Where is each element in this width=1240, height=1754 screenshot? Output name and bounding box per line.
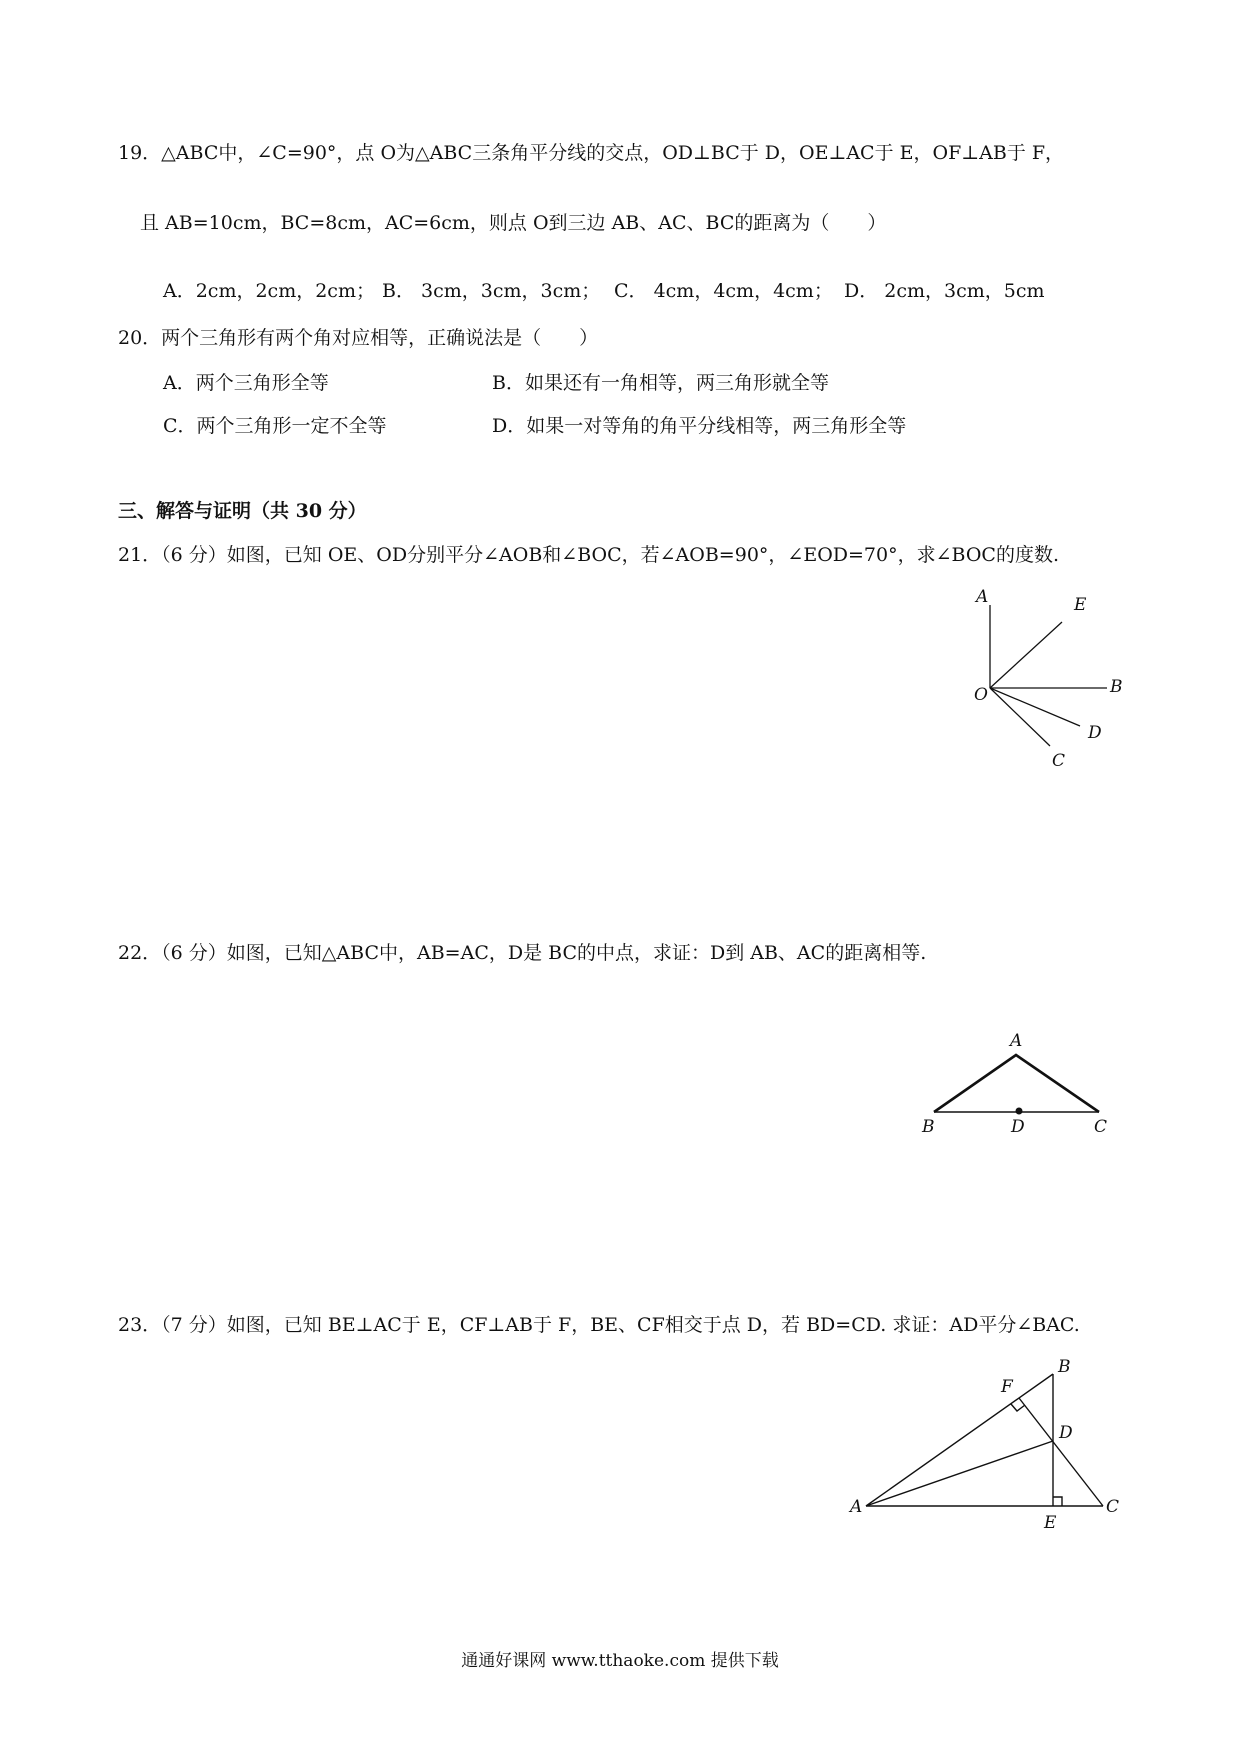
q21-label-a: A	[976, 587, 989, 607]
q20-option-d: D．如果一对等角的角平分线相等，两三角形全等	[492, 415, 907, 437]
q22-stem: 22．（6 分）如图，已知△ABC中，AB=AC，D是 BC的中点，求证：D到 AB、AC的距离相等.	[118, 942, 927, 964]
q23-right-angle-mark-e	[1053, 1497, 1062, 1506]
q19-option-a: A．2cm，2cm，2cm；	[163, 280, 375, 302]
section-heading: 三、解答与证明（共 30 分）	[118, 500, 367, 522]
q21-ray-oe	[990, 622, 1062, 688]
q21-label-c: C	[1052, 751, 1066, 771]
q22-triangle-sides	[934, 1055, 1099, 1112]
q20-option-a: A．两个三角形全等	[163, 372, 329, 394]
q19-stem-line1: 19．△ABC中，∠C=90°，点 O为△ABC三条角平分线的交点，OD⊥BC于 D，OE⊥AC于 E，OF⊥AB于 F，	[118, 142, 1065, 164]
q22-label-a: A	[1010, 1031, 1023, 1051]
q23-stem: 23．（7 分）如图，已知 BE⊥AC于 E，CF⊥AB于 F，BE、CF相交于点 D，若 BD=CD. 求证：AD平分∠BAC.	[118, 1314, 1080, 1336]
q20-stem: 20．两个三角形有两个角对应相等，正确说法是（ ）	[118, 327, 599, 349]
q23-segment-ad	[866, 1441, 1053, 1506]
q23-right-angle-mark-f	[1011, 1404, 1025, 1411]
q22-midpoint-d	[1016, 1108, 1023, 1115]
page-footer: 通通好课网 www.tthaoke.com 提供下载	[461, 1651, 779, 1671]
q23-label-b: B	[1058, 1357, 1071, 1377]
q21-stem: 21．（6 分）如图，已知 OE、OD分别平分∠AOB和∠BOC，若∠AOB=90°，∠EOD=70°，求∠BOC的度数.	[118, 544, 1059, 566]
q22-label-b: B	[922, 1117, 935, 1137]
q19-stem-line2: 且 AB=10cm，BC=8cm，AC=6cm，则点 O到三边 AB、AC、BC的距离为（ ）	[140, 212, 887, 234]
q21-label-e: E	[1074, 595, 1087, 615]
q21-ray-oc	[990, 688, 1050, 746]
q21-label-b: B	[1110, 677, 1123, 697]
q23-label-a: A	[850, 1497, 863, 1517]
q21-label-o: O	[974, 685, 988, 705]
q23-segment-cf	[1019, 1398, 1103, 1506]
q23-side-ab	[866, 1374, 1053, 1506]
q23-label-f: F	[1001, 1377, 1013, 1397]
q20-option-b: B．如果还有一角相等，两三角形就全等	[492, 372, 829, 394]
q19-option-d: D． 2cm，3cm，5cm	[844, 280, 1045, 302]
q19-option-c: C． 4cm，4cm，4cm；	[614, 280, 833, 302]
q21-ray-od	[990, 688, 1080, 726]
q21-label-d: D	[1088, 723, 1102, 743]
q22-label-d: D	[1011, 1117, 1025, 1137]
q23-label-d: D	[1059, 1423, 1073, 1443]
q22-label-c: C	[1094, 1117, 1108, 1137]
q19-option-b: B． 3cm，3cm，3cm；	[382, 280, 601, 302]
q20-option-c: C．两个三角形一定不全等	[163, 415, 387, 437]
q23-label-e: E	[1044, 1513, 1057, 1533]
q23-label-c: C	[1106, 1497, 1120, 1517]
